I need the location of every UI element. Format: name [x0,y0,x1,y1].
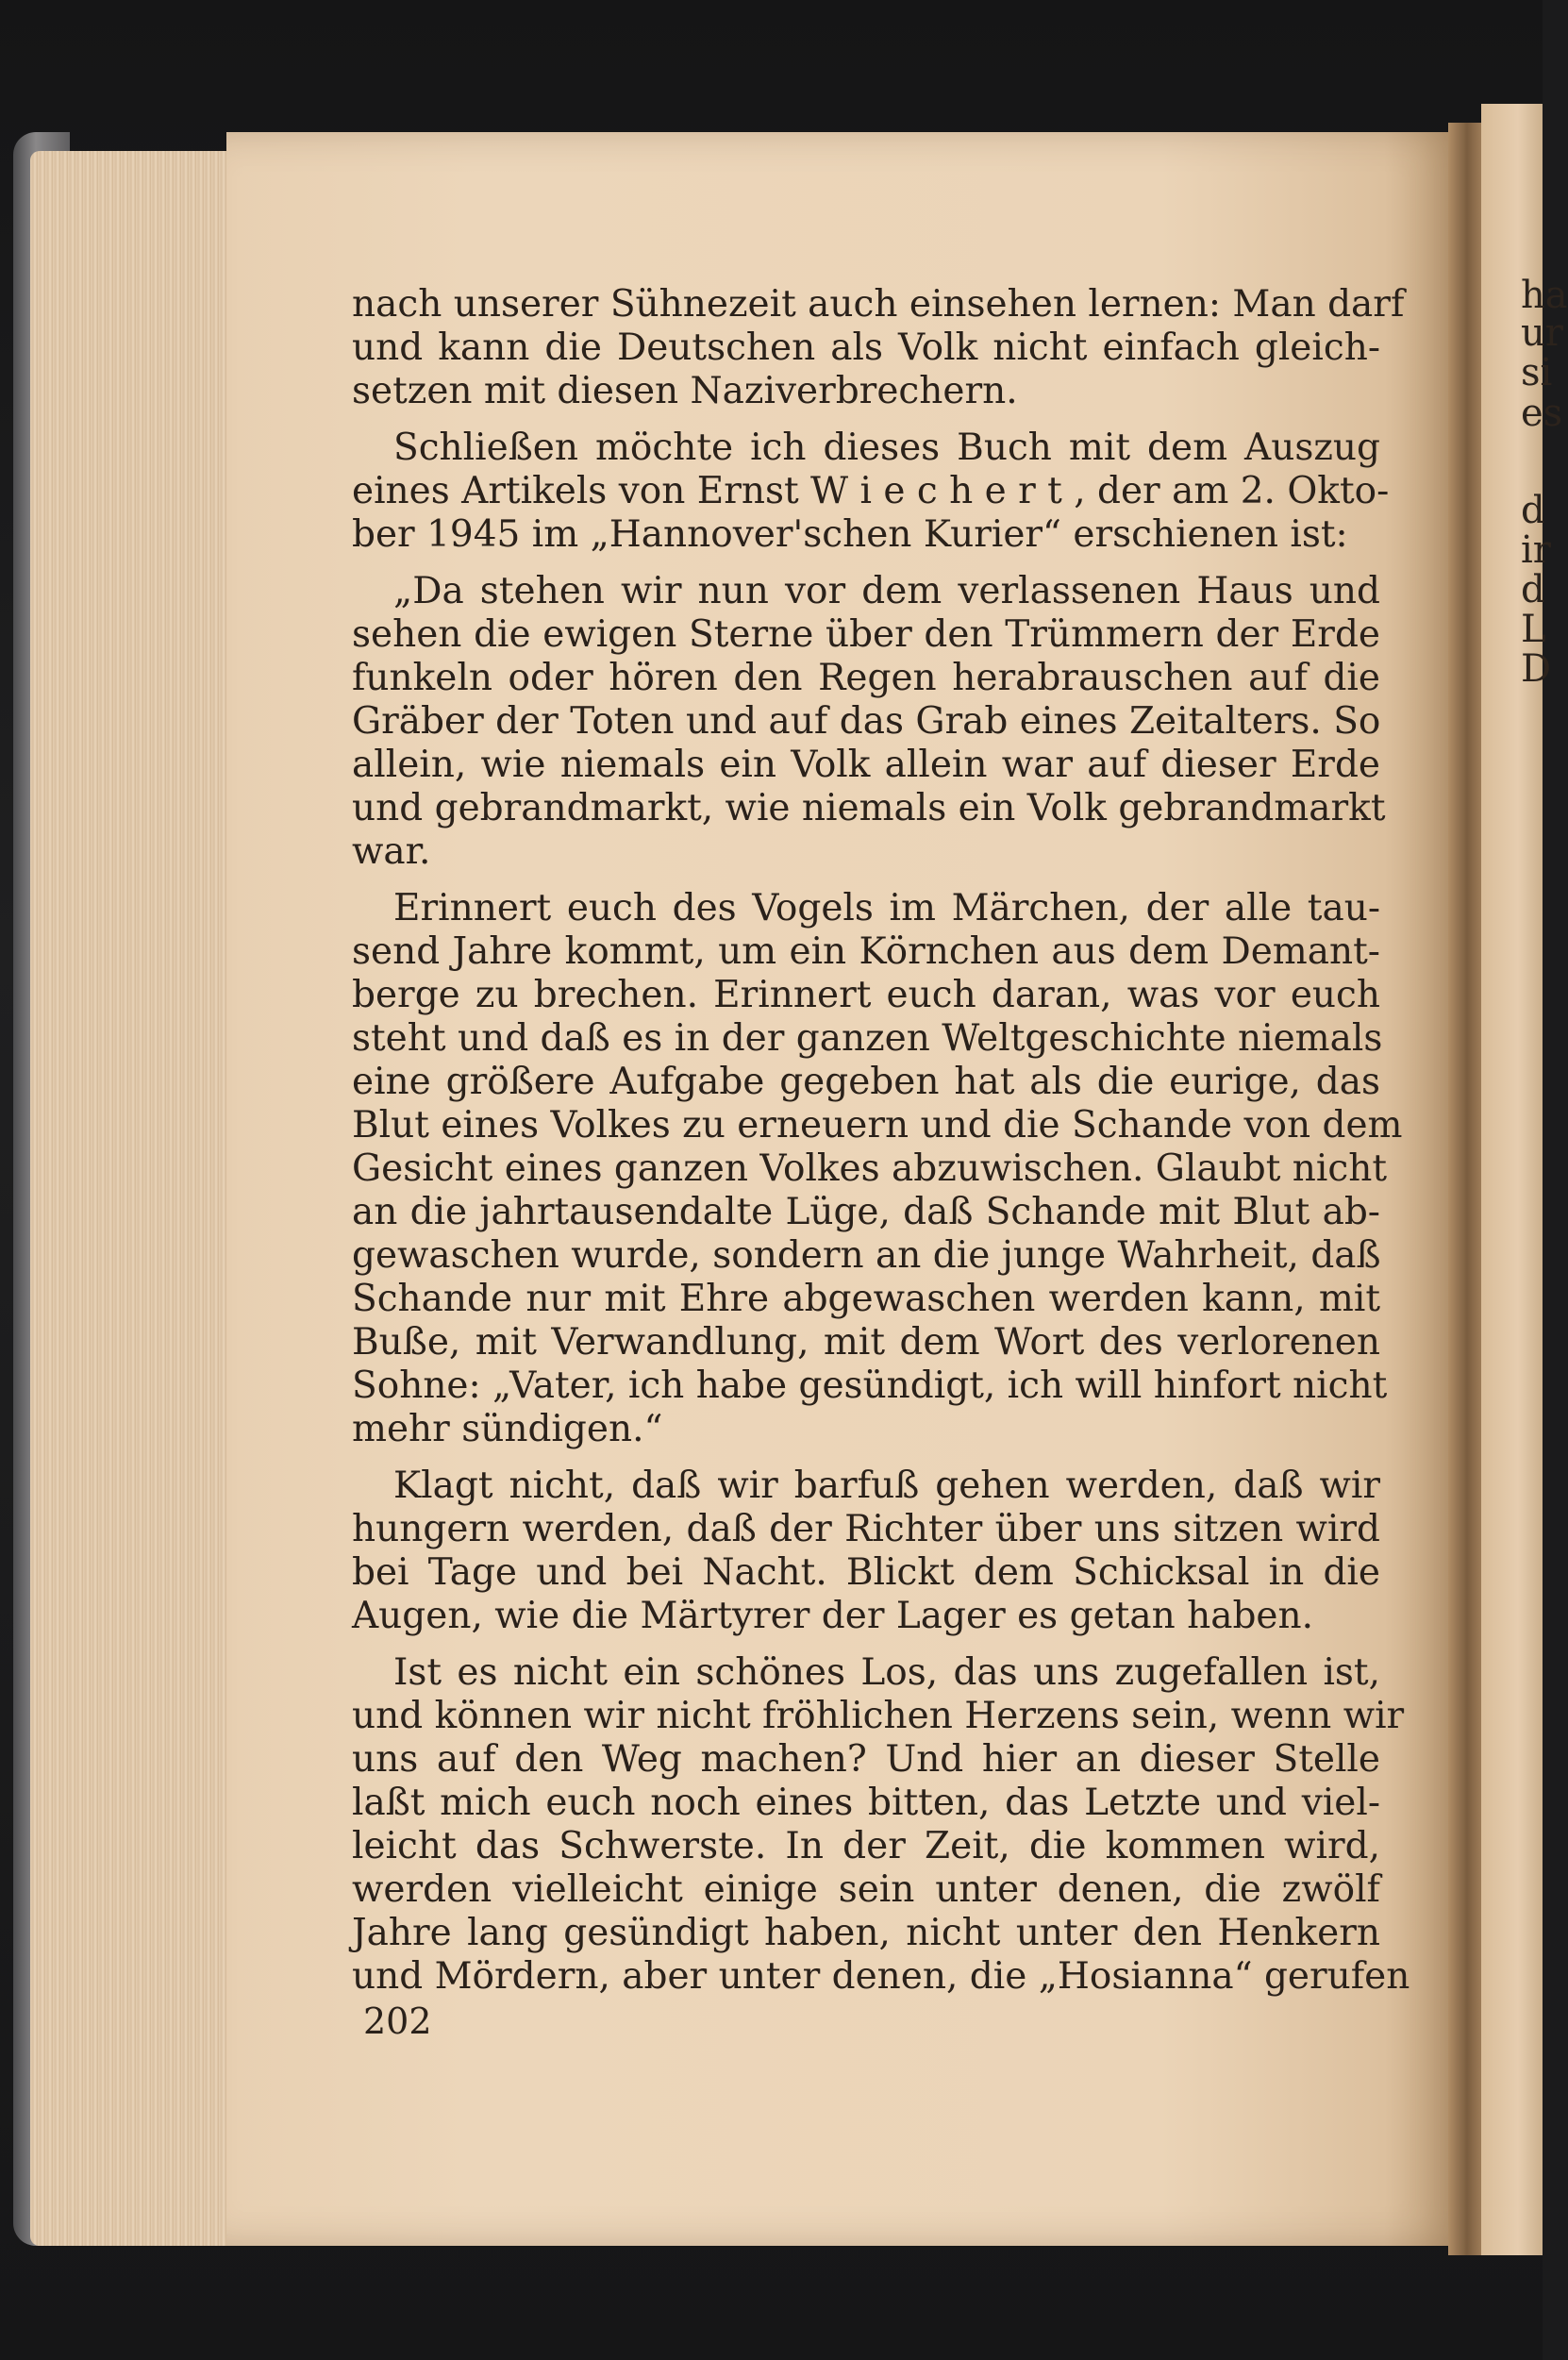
paragraph-p4 [352,887,1403,1451]
text-line: hungern werden, daß der Richter über uns sitzen wird [352,1508,1380,1550]
paragraph-p5 [352,1465,1380,1638]
text-line: steht und daß es in der ganzen Weltgeschichte niemals [352,1017,1383,1060]
text-line: send Jahre kommt, um ein Körnchen aus dem Demant- [352,930,1380,973]
page-stack-edge [30,151,247,2246]
text-line: und Mördern, aber unter denen, die „Hosianna“ gerufen [352,1955,1410,1998]
facing-page-text-fragment: ur [1521,311,1563,355]
text-line: bei Tage und bei Nacht. Blickt dem Schicksal in die [352,1551,1380,1594]
book-page-right-fragment [1481,104,1568,2255]
text-line: mehr sündigen.“ [352,1408,663,1450]
text-line: Schließen möchte ich dieses Buch mit dem Auszug [393,427,1380,469]
text-line: und kann die Deutschen als Volk nicht einfach gleich- [352,326,1380,369]
page-number: 202 [363,2000,432,2042]
text-line: allein, wie niemals ein Volk allein war auf dieser Erde [352,744,1380,786]
facing-page-text-fragment: d [1521,568,1545,611]
facing-page-text-fragment: es [1521,392,1563,435]
text-line: gewaschen wurde, sondern an die junge Wahrheit, daß [352,1234,1381,1277]
text-line: war. [352,830,431,873]
text-line: leicht das Schwerste. In der Zeit, die kommen wird, [352,1825,1380,1867]
paragraph-p1 [352,283,1405,413]
paragraph-p6 [352,1651,1410,1999]
paragraph-p3 [352,570,1386,874]
text-line: Augen, wie die Märtyrer der Lager es getan haben. [352,1595,1314,1637]
text-line: eines Artikels von Ernst W i e c h e r t , der am 2. Okto- [352,470,1390,512]
text-line: Schande nur mit Ehre abgewaschen werden kann, mit [352,1278,1380,1320]
text-line: setzen mit diesen Naziverbrechern. [352,370,1018,412]
text-line: Blut eines Volkes zu erneuern und die Schande von dem [352,1104,1403,1147]
facing-page-text-fragment: ha [1521,274,1568,317]
page-text-body [352,283,1410,2012]
text-line: Buße, mit Verwandlung, mit dem Wort des verlorenen [352,1321,1380,1364]
text-line: Gesicht eines ganzen Volkes abzuwischen. Glaubt nicht [352,1147,1388,1190]
text-line: an die jahrtausendalte Lüge, daß Schande mit Blut ab- [352,1191,1380,1233]
text-line: Ist es nicht ein schönes Los, das uns zugefallen ist, [393,1651,1380,1694]
book-gutter [1448,123,1486,2255]
facing-page-text-fragment: D [1521,647,1552,691]
text-line: Erinnert euch des Vogels im Märchen, der alle tau- [393,887,1380,929]
text-line: berge zu brechen. Erinnert euch daran, was vor euch [352,974,1380,1016]
text-line: und gebrandmarkt, wie niemals ein Volk gebrandmarkt [352,787,1386,829]
paragraph-p2 [352,427,1390,557]
text-line: eine größere Aufgabe gegeben hat als die eurige, das [352,1061,1380,1103]
text-line: „Da stehen wir nun vor dem verlassenen Haus und [393,570,1380,612]
text-line: nach unserer Sühnezeit auch einsehen lernen: Man darf [352,283,1405,326]
text-line: werden vielleicht einige sein unter denen, die zwölf [352,1868,1380,1911]
facing-page-text-fragment: L [1521,608,1546,651]
text-line: Gräber der Toten und auf das Grab eines Zeitalters. So [352,700,1381,743]
facing-page-text-fragment: d [1521,489,1545,532]
text-line: funkeln oder hören den Regen herabrauschen auf die [352,657,1380,699]
text-line: uns auf den Weg machen? Und hier an dieser Stelle [352,1738,1380,1781]
text-line: Klagt nicht, daß wir barfuß gehen werden, daß wir [393,1465,1380,1507]
text-line: sehen die ewigen Sterne über den Trümmern der Erde [352,613,1380,656]
text-line: ber 1945 im „Hannover'schen Kurier“ erschienen ist: [352,513,1348,556]
facing-page-text-fragment: si [1521,351,1553,394]
text-line: Jahre lang gesündigt haben, nicht unter den Henkern [352,1912,1380,1954]
text-line: Sohne: „Vater, ich habe gesündigt, ich will hinfort nicht [352,1364,1388,1407]
text-line: laßt mich euch noch eines bitten, das Letzte und viel- [352,1782,1380,1824]
text-line: und können wir nicht fröhlichen Herzens sein, wenn wir [352,1695,1405,1737]
facing-page-text-fragment: ir [1521,528,1551,572]
